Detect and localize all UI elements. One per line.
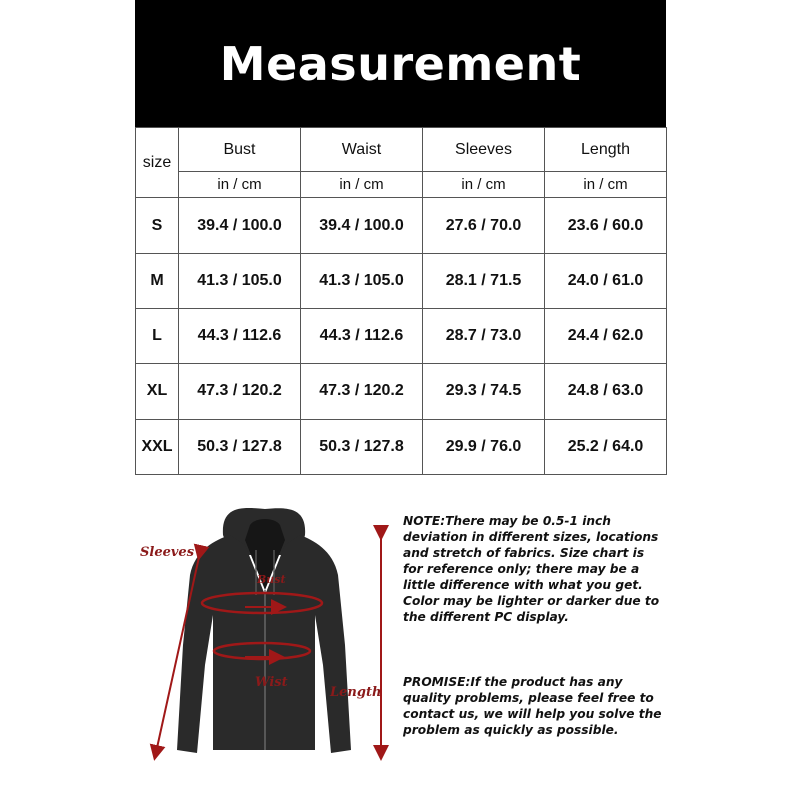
length-cell: 24.4 / 62.0	[545, 309, 667, 364]
sleeves-label: Sleeves	[140, 545, 195, 560]
table-row	[136, 364, 667, 419]
waist-cell: 47.3 / 120.2	[301, 364, 423, 419]
table-row	[136, 419, 667, 474]
size-cell: XXL	[136, 419, 179, 474]
size-cell: L	[136, 309, 179, 364]
size-table	[135, 127, 667, 475]
column-header-sleeves: Sleeves	[423, 128, 545, 172]
bust-cell: 50.3 / 127.8	[179, 419, 301, 474]
waist-cell: 39.4 / 100.0	[301, 198, 423, 253]
size-cell: S	[136, 198, 179, 253]
promise-text: PROMISE:If the product has any quality problems, please feel free to contact us, we will help you solve the problem as quickly as possible.	[403, 675, 662, 737]
waist-label: Wist	[255, 675, 288, 690]
hoodie-diagram	[135, 495, 395, 795]
size-header: size	[136, 128, 179, 198]
table-row	[136, 198, 667, 253]
waist-cell: 41.3 / 105.0	[301, 253, 423, 308]
page-title: Measurement	[219, 36, 582, 91]
size-cell: XL	[136, 364, 179, 419]
bust-cell: 44.3 / 112.6	[179, 309, 301, 364]
unit-label: in / cm	[179, 172, 301, 198]
title-banner	[135, 0, 666, 127]
bust-cell: 39.4 / 100.0	[179, 198, 301, 253]
length-cell: 24.0 / 61.0	[545, 253, 667, 308]
bust-label: Bust	[257, 573, 286, 586]
column-header-bust: Bust	[179, 128, 301, 172]
bust-cell: 47.3 / 120.2	[179, 364, 301, 419]
length-label: Length	[330, 685, 382, 700]
column-header-waist: Waist	[301, 128, 423, 172]
unit-label: in / cm	[301, 172, 423, 198]
length-cell: 25.2 / 64.0	[545, 419, 667, 474]
table-row	[136, 309, 667, 364]
note-text: NOTE:There may be 0.5-1 inch deviation in different sizes, locations and stretch of fabrics. Size chart is for reference only; there may be a little difference with what you get. Color may be lighter or darker due to the different PC display.	[403, 514, 660, 624]
bust-cell: 41.3 / 105.0	[179, 253, 301, 308]
sleeves-cell: 28.1 / 71.5	[423, 253, 545, 308]
sleeves-cell: 29.3 / 74.5	[423, 364, 545, 419]
waist-cell: 44.3 / 112.6	[301, 309, 423, 364]
table-row	[136, 253, 667, 308]
sleeves-cell: 29.9 / 76.0	[423, 419, 545, 474]
column-header-length: Length	[545, 128, 667, 172]
size-cell: M	[136, 253, 179, 308]
sleeves-cell: 27.6 / 70.0	[423, 198, 545, 253]
length-cell: 23.6 / 60.0	[545, 198, 667, 253]
unit-label: in / cm	[545, 172, 667, 198]
length-cell: 24.8 / 63.0	[545, 364, 667, 419]
unit-label: in / cm	[423, 172, 545, 198]
waist-cell: 50.3 / 127.8	[301, 419, 423, 474]
sleeves-cell: 28.7 / 73.0	[423, 309, 545, 364]
